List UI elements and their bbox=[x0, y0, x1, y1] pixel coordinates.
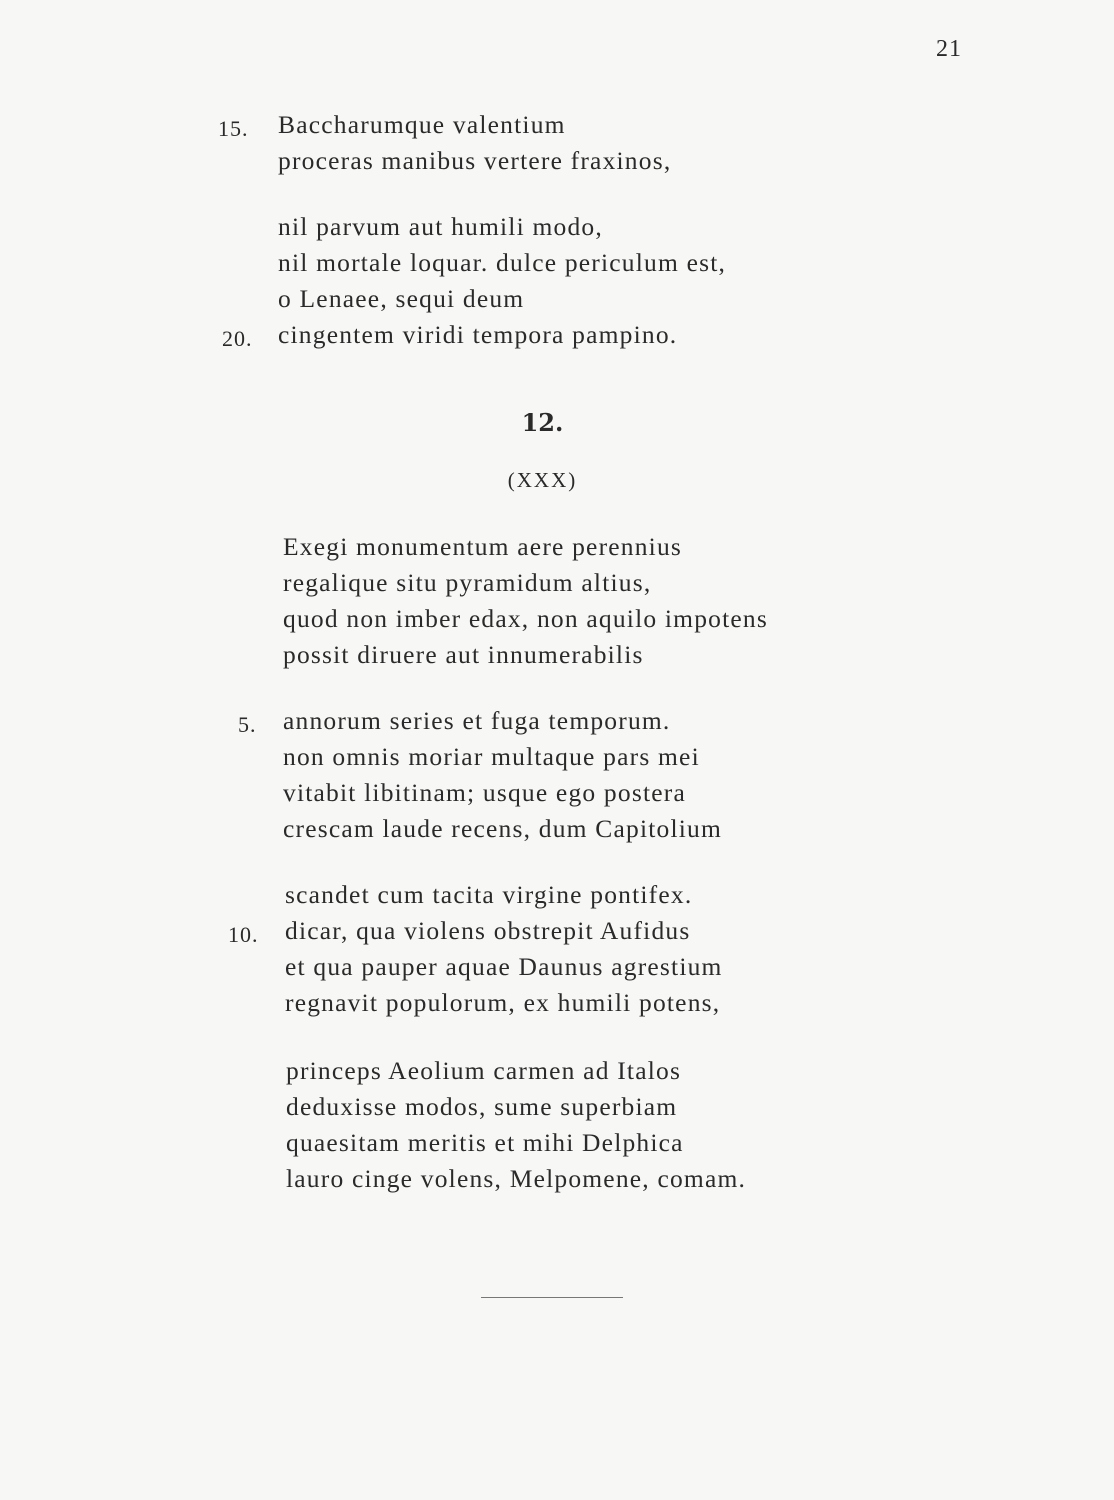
verse-line: scandet cum tacita virgine pontifex. bbox=[285, 880, 693, 909]
poem-number: 12. bbox=[521, 408, 564, 437]
verse-line: regnavit populorum, ex humili potens, bbox=[285, 988, 721, 1017]
verse-line: proceras manibus vertere fraxinos, bbox=[278, 146, 672, 175]
verse-line: non omnis moriar multaque pars mei bbox=[283, 742, 700, 771]
verse-line: deduxisse modos, sume superbiam bbox=[286, 1092, 678, 1121]
verse-line: Baccharumque valentium bbox=[278, 110, 566, 139]
verse-line: regalique situ pyramidum altius, bbox=[283, 568, 652, 597]
verse-line: nil mortale loquar. dulce periculum est, bbox=[278, 248, 727, 277]
line-number: 10. bbox=[228, 922, 259, 947]
verse-line: quaesitam meritis et mihi Delphica bbox=[286, 1128, 684, 1157]
verse-line: o Lenaee, sequi deum bbox=[278, 284, 525, 313]
verse-line: annorum series et fuga temporum. bbox=[283, 706, 671, 735]
verse-line: possit diruere aut innumerabilis bbox=[283, 640, 644, 669]
page-number: 21 bbox=[936, 36, 962, 62]
verse-line: et qua pauper aquae Daunus agrestium bbox=[285, 952, 723, 981]
end-rule-divider bbox=[481, 1297, 623, 1298]
verse-line: nil parvum aut humili modo, bbox=[278, 212, 603, 241]
line-number: 5. bbox=[238, 712, 257, 737]
line-number: 15. bbox=[218, 116, 249, 141]
poem-roman-numeral: (XXX) bbox=[507, 468, 578, 492]
verse-line: dicar, qua violens obstrepit Aufidus bbox=[285, 916, 691, 945]
verse-line: princeps Aeolium carmen ad Italos bbox=[286, 1056, 682, 1085]
verse-line: quod non imber edax, non aquilo impotens bbox=[283, 604, 768, 633]
line-number: 20. bbox=[222, 326, 253, 351]
verse-line: crescam laude recens, dum Capitolium bbox=[283, 814, 723, 843]
verse-line: cingentem viridi tempora pampino. bbox=[278, 320, 678, 349]
verse-line: vitabit libitinam; usque ego postera bbox=[283, 778, 686, 807]
verse-line: lauro cinge volens, Melpomene, comam. bbox=[286, 1164, 747, 1193]
verse-line: Exegi monumentum aere perennius bbox=[283, 532, 683, 561]
